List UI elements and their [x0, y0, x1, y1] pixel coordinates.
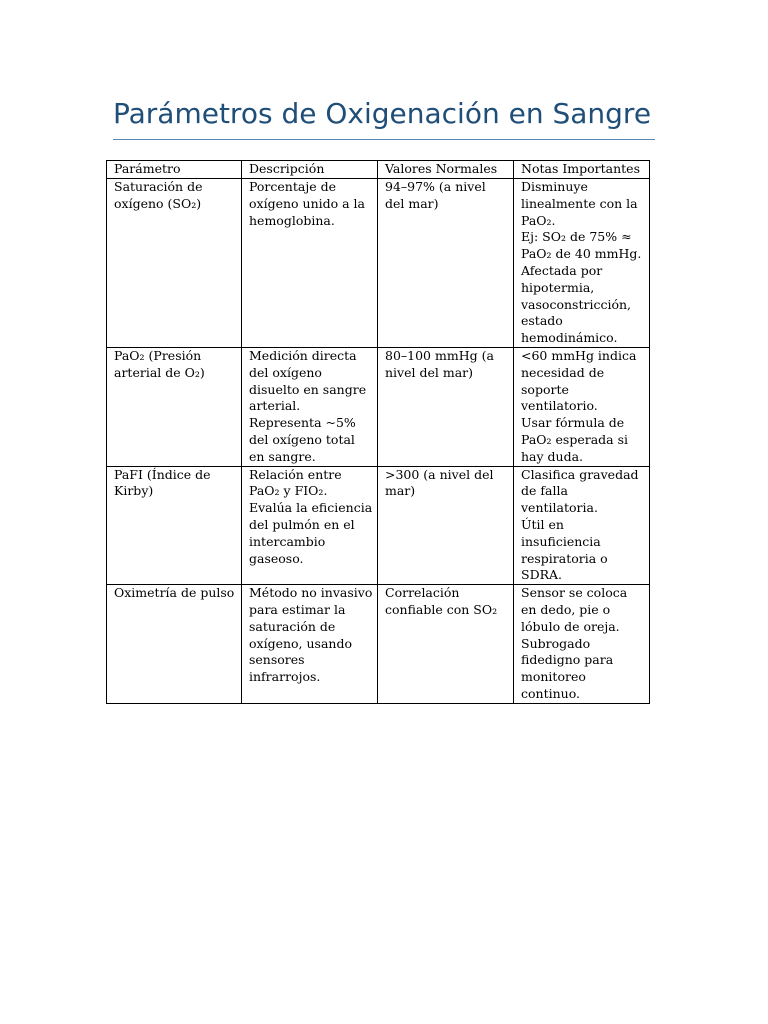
header-descripcion: Descripción — [242, 161, 378, 179]
cell-normal-values: 94–97% (a nivel del mar) — [378, 179, 514, 348]
table-row — [107, 466, 650, 585]
cell-description: Medición directa del oxígeno disuelto en sangre arterial. Representa ~5% del oxígeno total en sangre. — [242, 347, 378, 466]
parameters-table — [106, 160, 650, 704]
cell-parameter: PaO₂ (Presión arterial de O₂) — [107, 347, 242, 466]
cell-description: Método no invasivo para estimar la saturación de oxígeno, usando sensores infrarrojos. — [242, 585, 378, 704]
cell-notes: Clasifica gravedad de falla ventilatoria. Útil en insuficiencia respiratoria o SDRA. — [514, 466, 650, 585]
cell-parameter: PaFI (Índice de Kirby) — [107, 466, 242, 585]
cell-parameter: Saturación de oxígeno (SO₂) — [107, 179, 242, 348]
cell-notes: Disminuye linealmente con la PaO₂. Ej: SO₂ de 75% ≈ PaO₂ de 40 mmHg. Afectada por hipotermia, vasoconstricción, estado hemodinámico. — [514, 179, 650, 348]
header-parametro: Parámetro — [107, 161, 242, 179]
table-row — [107, 347, 650, 466]
document-title: Parámetros de Oxigenación en Sangre — [113, 97, 652, 130]
cell-normal-values: 80–100 mmHg (a nivel del mar) — [378, 347, 514, 466]
cell-description: Relación entre PaO₂ y FIO₂. Evalúa la eficiencia del pulmón en el intercambio gaseoso. — [242, 466, 378, 585]
cell-notes: <60 mmHg indica necesidad de soporte ventilatorio. Usar fórmula de PaO₂ esperada si hay duda. — [514, 347, 650, 466]
cell-normal-values: >300 (a nivel del mar) — [378, 466, 514, 585]
cell-description: Porcentaje de oxígeno unido a la hemoglobina. — [242, 179, 378, 348]
cell-normal-values: Correlación confiable con SO₂ — [378, 585, 514, 704]
cell-notes: Sensor se coloca en dedo, pie o lóbulo de oreja. Subrogado fidedigno para monitoreo continuo. — [514, 585, 650, 704]
table-header-row — [107, 161, 650, 179]
table-row — [107, 585, 650, 704]
table-row — [107, 179, 650, 348]
cell-parameter: Oximetría de pulso — [107, 585, 242, 704]
header-valores-normales: Valores Normales — [378, 161, 514, 179]
header-notas-importantes: Notas Importantes — [514, 161, 650, 179]
title-underline — [113, 139, 655, 140]
